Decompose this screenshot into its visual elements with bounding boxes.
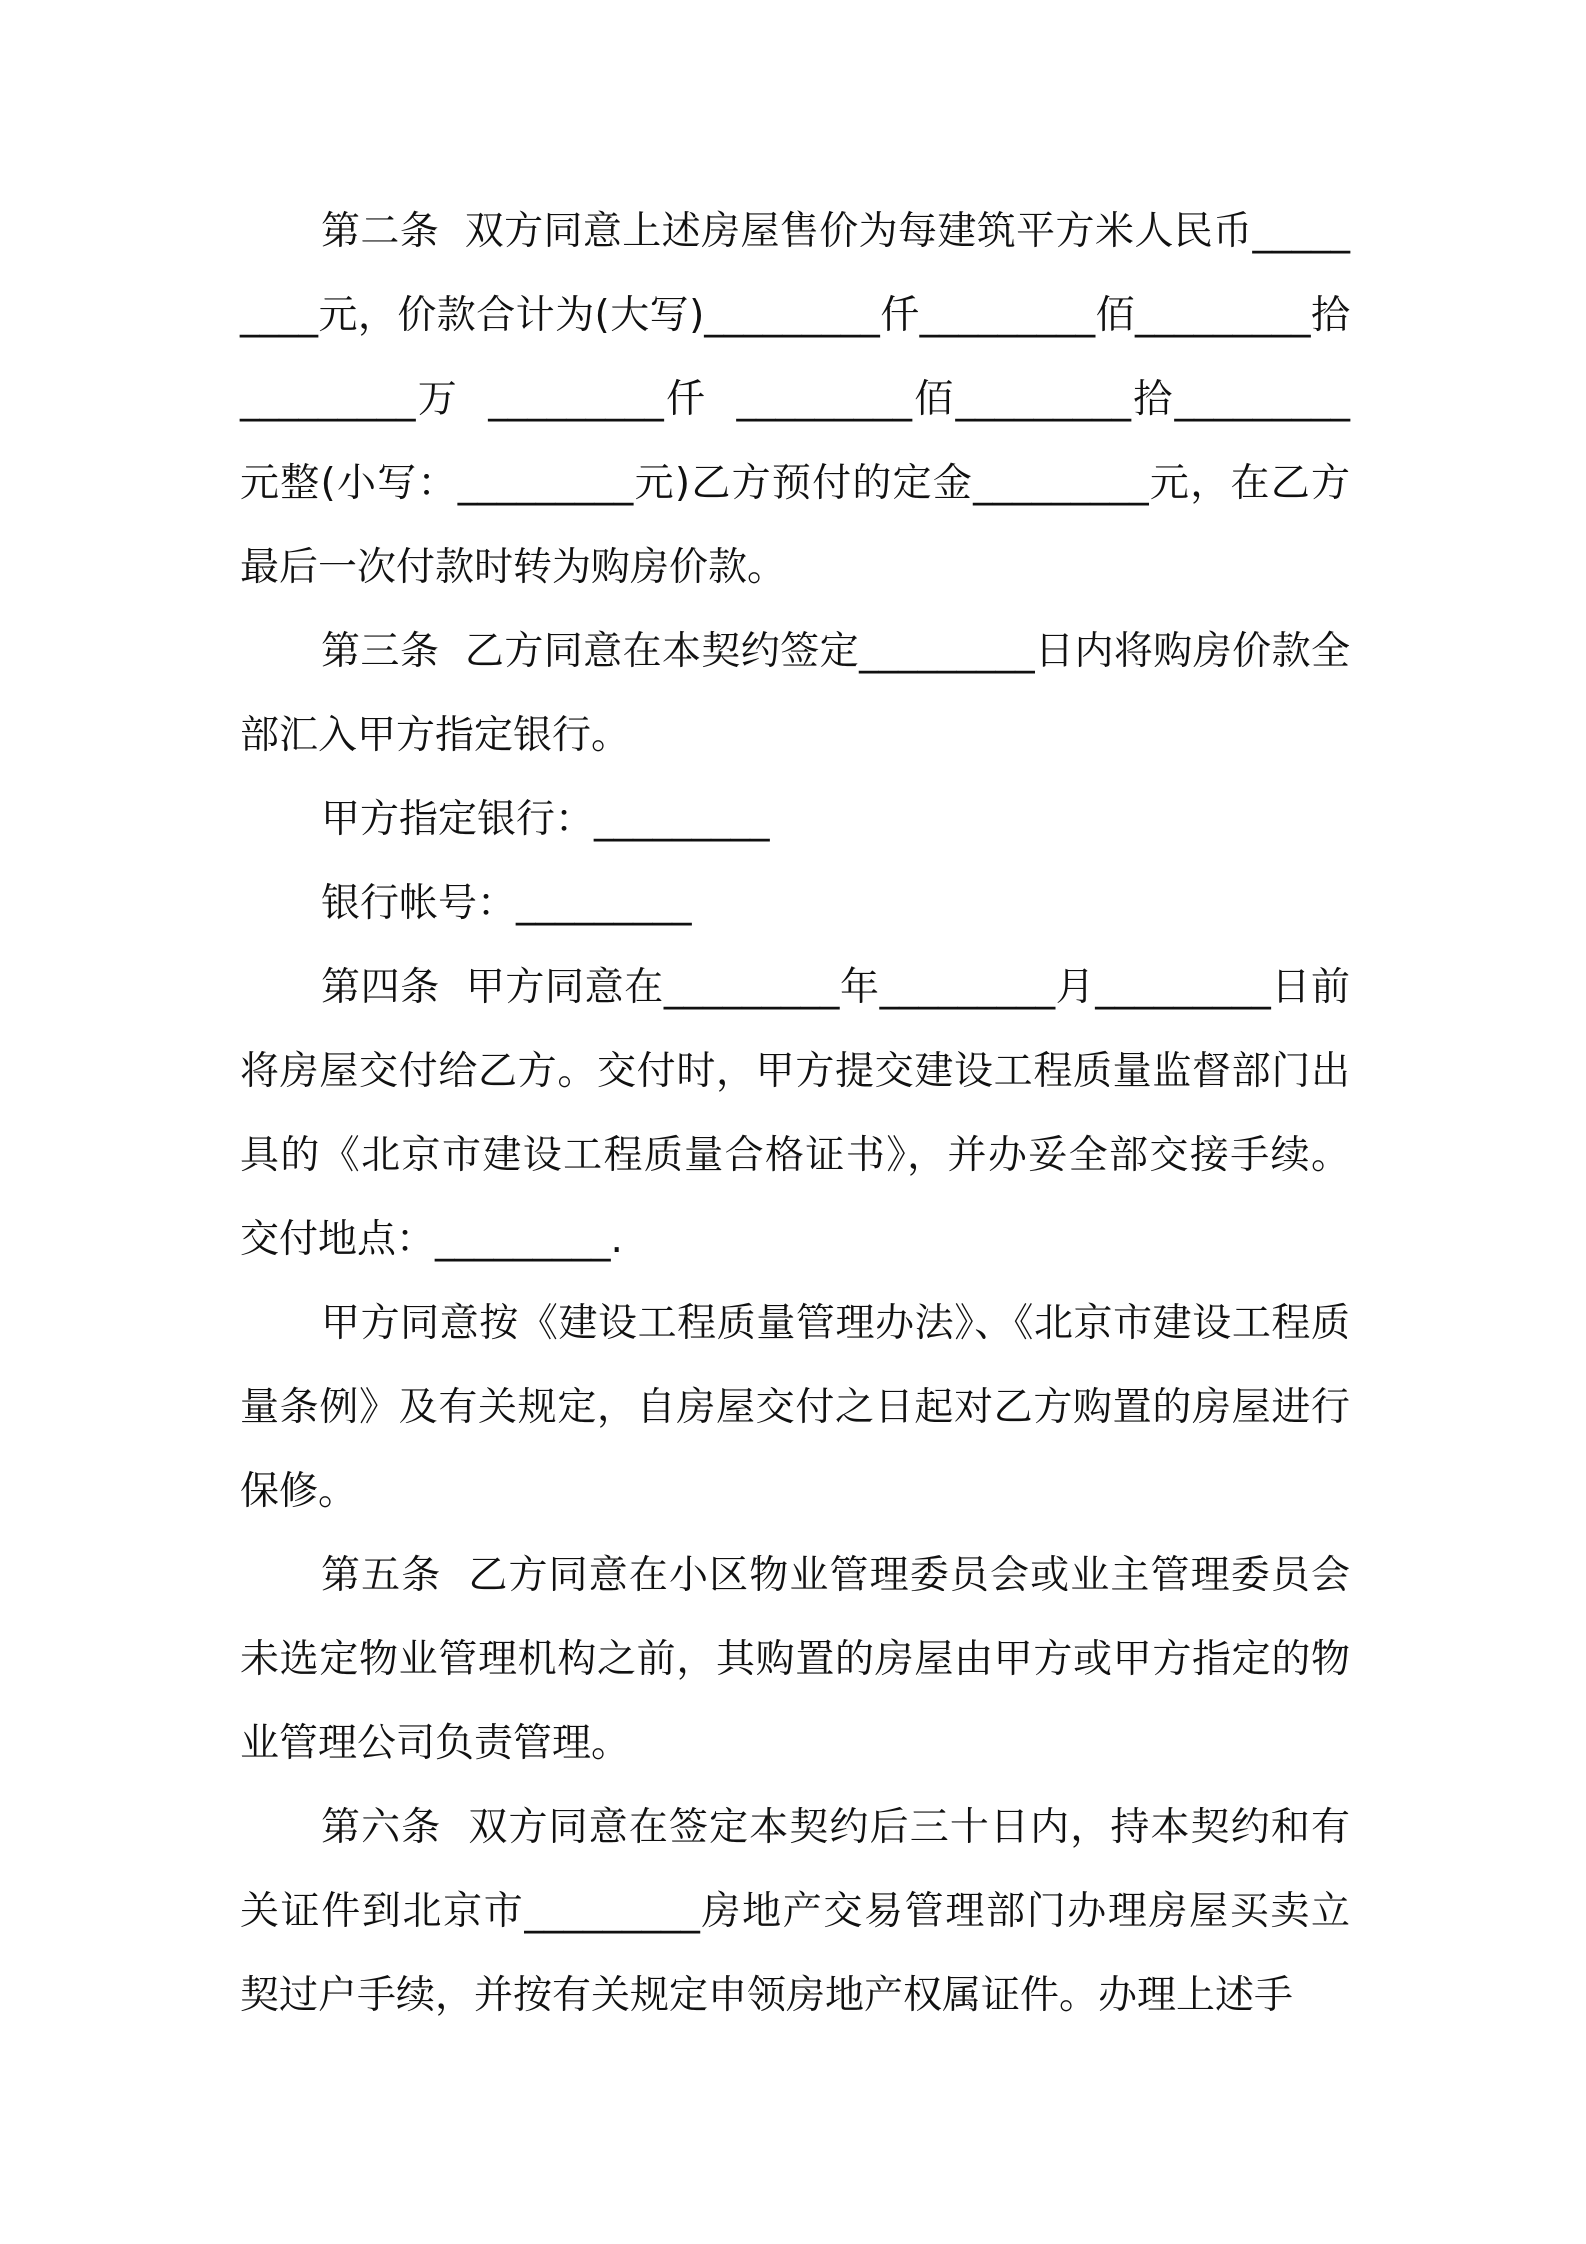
article-3-paragraph: 第三条 乙方同意在本契约签定_________日内将购房价款全部汇入甲方指定银行。: [240, 629, 1350, 758]
article-4-paragraph: 第四条 甲方同意在_________年_________月_________日前将房屋交付给乙方。交付时，甲方提交建设工程质量监督部门出具的《北京市建设工程质量合格证书》，并办妥全部交接手续。交付地点：_________.: [240, 965, 1350, 1262]
bank-account-line: 银行帐号：_________: [321, 881, 692, 926]
article-6-paragraph: 第六条 双方同意在签定本契约后三十日内，持本契约和有关证件到北京市_________房地产交易管理部门办理房屋买卖立契过户手续，并按有关规定申领房地产权属证件。办理上述手: [240, 1805, 1350, 2018]
designated-bank-line: 甲方指定银行：_________: [321, 797, 770, 842]
warranty-paragraph: 甲方同意按《建设工程质量管理办法》、《北京市建设工程质量条例》及有关规定，自房屋交付之日起对乙方购置的房屋进行保修。: [240, 1301, 1350, 1514]
article-5-paragraph: 第五条 乙方同意在小区物业管理委员会或业主管理委员会未选定物业管理机构之前，其购置的房屋由甲方或甲方指定的物业管理公司负责管理。: [240, 1553, 1350, 1766]
article-2-paragraph: 第二条 双方同意上述房屋售价为每建筑平方米人民币_________元，价款合计为(大写)_________仟_________佰_________拾 _________万 _________仟 _________佰_________拾_________元整(小写：_________元)乙方预付的定金_________元，在乙方最后一次付款时转为购房价款。: [240, 209, 1425, 590]
document-body: [240, 190, 1425, 2038]
